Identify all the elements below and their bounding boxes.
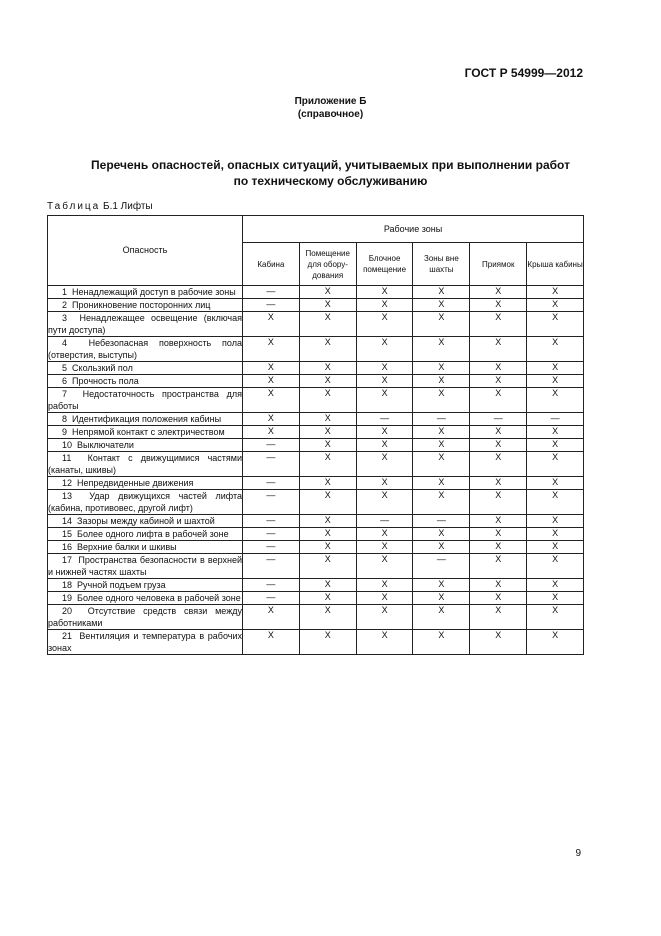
- zone-mark-cell: X: [356, 388, 413, 413]
- page-number: 9: [575, 848, 581, 859]
- zone-mark-cell: X: [470, 286, 527, 299]
- table-row: [48, 362, 584, 375]
- hazard-number: 12: [62, 478, 73, 488]
- zone-mark-cell: X: [527, 452, 584, 477]
- zone-mark-cell: X: [470, 312, 527, 337]
- zone-mark-cell: X: [356, 579, 413, 592]
- zone-mark-cell: X: [356, 541, 413, 554]
- zone-mark-cell: —: [243, 528, 300, 541]
- zone-mark-cell: X: [527, 490, 584, 515]
- table-row: [48, 579, 584, 592]
- hazard-number: 3: [62, 313, 68, 323]
- zone-mark-cell: X: [527, 439, 584, 452]
- document-code: ГОСТ Р 54999—2012: [464, 66, 583, 80]
- zone-mark-cell: X: [470, 515, 527, 528]
- zone-mark-cell: X: [527, 515, 584, 528]
- hazard-number: 5: [62, 363, 68, 373]
- table-row: [48, 452, 584, 477]
- hazard-cell: [48, 375, 243, 388]
- hazard-text: Отсутствие средств связи между работниками: [48, 606, 242, 628]
- zone-mark-cell: X: [243, 388, 300, 413]
- zone-mark-cell: X: [413, 337, 470, 362]
- zone-mark-cell: X: [470, 579, 527, 592]
- zone-mark-cell: X: [413, 490, 470, 515]
- zone-mark-cell: X: [470, 375, 527, 388]
- zone-mark-cell: X: [413, 592, 470, 605]
- zone-mark-cell: X: [413, 452, 470, 477]
- section-title-line-1: Перечень опасностей, опасных ситуаций, учитываемых при выполнении работ: [91, 158, 570, 172]
- zone-mark-cell: —: [413, 515, 470, 528]
- zone-mark-cell: X: [356, 452, 413, 477]
- zone-mark-cell: —: [243, 579, 300, 592]
- zone-mark-cell: X: [356, 554, 413, 579]
- section-title: [0, 157, 661, 189]
- zone-mark-cell: —: [243, 490, 300, 515]
- zone-mark-cell: —: [470, 413, 527, 426]
- zone-mark-cell: X: [413, 426, 470, 439]
- table-row: [48, 554, 584, 579]
- zone-mark-cell: X: [299, 388, 356, 413]
- appendix-type: (справочное): [297, 109, 364, 120]
- zone-mark-cell: X: [243, 605, 300, 630]
- hazard-text: Пространства безопасности в верхней и нижней частях шахты: [48, 555, 242, 577]
- zone-mark-cell: X: [356, 630, 413, 655]
- zone-mark-cell: X: [527, 299, 584, 312]
- table-row: [48, 388, 584, 413]
- zone-mark-cell: X: [527, 605, 584, 630]
- zone-mark-cell: —: [527, 413, 584, 426]
- table-row: [48, 592, 584, 605]
- hazard-text: Зазоры между кабиной и шахтой: [77, 516, 215, 526]
- hazard-number: 8: [62, 414, 68, 424]
- zone-mark-cell: X: [299, 579, 356, 592]
- zone-mark-cell: X: [299, 452, 356, 477]
- table-row: [48, 605, 584, 630]
- hazard-cell: [48, 312, 243, 337]
- table-row: [48, 375, 584, 388]
- zone-mark-cell: X: [243, 426, 300, 439]
- hazard-number: 7: [62, 389, 68, 399]
- zone-mark-cell: X: [299, 605, 356, 630]
- zone-mark-cell: X: [527, 630, 584, 655]
- zone-mark-cell: X: [299, 592, 356, 605]
- zone-mark-cell: —: [243, 452, 300, 477]
- hazard-number: 4: [62, 338, 68, 348]
- hazard-number: 19: [62, 593, 73, 603]
- zone-mark-cell: X: [527, 388, 584, 413]
- zone-mark-cell: X: [470, 426, 527, 439]
- zone-mark-cell: —: [356, 413, 413, 426]
- zone-mark-cell: —: [243, 515, 300, 528]
- zone-mark-cell: X: [527, 541, 584, 554]
- hazard-number: 18: [62, 580, 73, 590]
- table-row: [48, 439, 584, 452]
- zone-mark-cell: X: [470, 630, 527, 655]
- zone-mark-cell: X: [527, 362, 584, 375]
- hazard-number: 11: [62, 453, 72, 463]
- table-row: [48, 286, 584, 299]
- hazard-number: 17: [62, 555, 73, 565]
- hazard-text: Удар движущихся частей лифта (кабина, противовес, другой лифт): [48, 491, 242, 513]
- work-zones-header: Рабочие зоны: [243, 216, 584, 243]
- hazard-cell: [48, 554, 243, 579]
- zone-mark-cell: X: [470, 299, 527, 312]
- zone-mark-cell: X: [413, 286, 470, 299]
- zone-mark-cell: X: [470, 528, 527, 541]
- hazard-text: Скользкий пол: [72, 363, 133, 373]
- table-row: [48, 515, 584, 528]
- zone-mark-cell: X: [470, 337, 527, 362]
- hazard-cell: [48, 592, 243, 605]
- hazard-number: 13: [62, 491, 73, 501]
- table-row: [48, 299, 584, 312]
- hazard-number: 2: [62, 300, 68, 310]
- hazard-text: Ненадлежащее освещение (включая пути доступа): [48, 313, 242, 335]
- hazard-text: Контакт с движущимися частями (канаты, шкивы): [48, 453, 242, 475]
- hazard-cell: [48, 426, 243, 439]
- zone-mark-cell: X: [470, 541, 527, 554]
- hazard-cell: [48, 528, 243, 541]
- zone-mark-cell: X: [527, 579, 584, 592]
- zone-mark-cell: —: [413, 554, 470, 579]
- zone-mark-cell: X: [299, 490, 356, 515]
- zone-mark-cell: X: [299, 528, 356, 541]
- zone-mark-cell: X: [243, 337, 300, 362]
- zone-mark-cell: X: [356, 439, 413, 452]
- zone-mark-cell: X: [243, 375, 300, 388]
- hazard-cell: [48, 477, 243, 490]
- zone-mark-cell: X: [356, 299, 413, 312]
- hazard-number: 16: [62, 542, 73, 552]
- zone-mark-cell: X: [470, 605, 527, 630]
- zone-mark-cell: X: [413, 388, 470, 413]
- zone-mark-cell: —: [243, 554, 300, 579]
- zone-header-pit: Приямок: [470, 243, 527, 286]
- zone-mark-cell: X: [299, 554, 356, 579]
- hazard-cell: [48, 630, 243, 655]
- hazard-number: 1: [62, 287, 68, 297]
- zone-mark-cell: X: [527, 286, 584, 299]
- hazard-text: Ненадлежащий доступ в рабочие зоны: [72, 287, 236, 297]
- hazard-number: 21: [62, 631, 73, 641]
- hazard-cell: [48, 439, 243, 452]
- table-caption: [47, 201, 153, 212]
- hazard-text: Прочность пола: [72, 376, 139, 386]
- hazard-number: 20: [62, 606, 73, 616]
- zone-mark-cell: —: [243, 592, 300, 605]
- hazard-text: Небезопасная поверхность пола (отверстия, выступы): [48, 338, 242, 360]
- table-row: [48, 541, 584, 554]
- table-row: [48, 477, 584, 490]
- hazard-cell: [48, 515, 243, 528]
- zone-mark-cell: —: [243, 541, 300, 554]
- hazard-cell: [48, 299, 243, 312]
- zone-mark-cell: X: [527, 477, 584, 490]
- zone-mark-cell: —: [243, 286, 300, 299]
- table-caption-prefix: Таблица: [47, 201, 101, 212]
- hazard-text: Непрямой контакт с электричеством: [72, 427, 225, 437]
- zone-mark-cell: X: [470, 439, 527, 452]
- zone-header-cabin: Кабина: [243, 243, 300, 286]
- hazard-text: Верхние балки и шкивы: [77, 542, 177, 552]
- zone-mark-cell: X: [356, 362, 413, 375]
- table-row: [48, 337, 584, 362]
- hazard-text: Вентиляция и температура в рабочих зонах: [48, 631, 242, 653]
- zone-mark-cell: X: [413, 579, 470, 592]
- zone-mark-cell: X: [527, 375, 584, 388]
- hazard-cell: [48, 490, 243, 515]
- zone-mark-cell: X: [470, 452, 527, 477]
- zone-header-car-roof: Крыша кабины: [527, 243, 584, 286]
- zone-mark-cell: X: [299, 477, 356, 490]
- zone-mark-cell: X: [527, 592, 584, 605]
- zone-mark-cell: X: [356, 426, 413, 439]
- zone-header-outside-shaft: Зоны вне шахты: [413, 243, 470, 286]
- zone-mark-cell: X: [413, 528, 470, 541]
- zone-mark-cell: X: [243, 630, 300, 655]
- zone-mark-cell: X: [356, 477, 413, 490]
- zone-mark-cell: X: [470, 490, 527, 515]
- zone-mark-cell: X: [413, 477, 470, 490]
- zone-mark-cell: X: [413, 605, 470, 630]
- hazard-text: Более одного лифта в рабочей зоне: [77, 529, 229, 539]
- zone-mark-cell: X: [413, 375, 470, 388]
- hazard-number: 6: [62, 376, 68, 386]
- zone-mark-cell: X: [527, 312, 584, 337]
- zone-mark-cell: X: [299, 286, 356, 299]
- zone-mark-cell: X: [243, 312, 300, 337]
- hazard-text: Непредвиденные движения: [77, 478, 194, 488]
- appendix-title: Приложение Б: [294, 96, 367, 107]
- zone-mark-cell: X: [470, 362, 527, 375]
- zone-mark-cell: X: [356, 337, 413, 362]
- zone-mark-cell: X: [356, 528, 413, 541]
- hazard-number: 10: [62, 440, 73, 450]
- zone-mark-cell: X: [299, 375, 356, 388]
- hazard-text: Проникновение посторонних лиц: [72, 300, 211, 310]
- zone-mark-cell: X: [470, 592, 527, 605]
- zone-mark-cell: X: [299, 337, 356, 362]
- zone-mark-cell: X: [356, 592, 413, 605]
- table-row: [48, 426, 584, 439]
- zone-mark-cell: X: [413, 312, 470, 337]
- zone-mark-cell: X: [527, 337, 584, 362]
- zone-mark-cell: X: [356, 605, 413, 630]
- hazard-number: 9: [62, 427, 68, 437]
- hazards-table: [47, 215, 584, 655]
- zone-mark-cell: X: [527, 554, 584, 579]
- zone-mark-cell: —: [243, 477, 300, 490]
- zone-mark-cell: X: [299, 299, 356, 312]
- hazard-cell: [48, 286, 243, 299]
- hazard-cell: [48, 452, 243, 477]
- zone-mark-cell: X: [299, 515, 356, 528]
- zone-mark-cell: X: [299, 541, 356, 554]
- zone-mark-cell: X: [356, 375, 413, 388]
- zone-mark-cell: X: [299, 362, 356, 375]
- zone-mark-cell: —: [243, 439, 300, 452]
- table-row: [48, 630, 584, 655]
- zone-mark-cell: X: [299, 312, 356, 337]
- hazard-cell: [48, 541, 243, 554]
- hazard-text: Идентификация положения кабины: [72, 414, 222, 424]
- zone-mark-cell: X: [470, 554, 527, 579]
- hazard-cell: [48, 413, 243, 426]
- zone-mark-cell: X: [413, 299, 470, 312]
- table-row: [48, 413, 584, 426]
- zone-mark-cell: X: [356, 286, 413, 299]
- hazard-number: 15: [62, 529, 73, 539]
- zone-mark-cell: X: [413, 362, 470, 375]
- table-caption-text: Б.1 Лифты: [103, 201, 153, 212]
- zone-mark-cell: X: [413, 541, 470, 554]
- appendix-heading: [0, 95, 661, 121]
- zone-mark-cell: X: [470, 477, 527, 490]
- zone-mark-cell: X: [413, 439, 470, 452]
- hazard-cell: [48, 337, 243, 362]
- hazard-text: Ручной подъем груза: [77, 580, 166, 590]
- hazard-text: Недостаточность пространства для работы: [48, 389, 242, 411]
- zone-mark-cell: X: [299, 426, 356, 439]
- hazard-number: 14: [62, 516, 73, 526]
- zone-mark-cell: X: [299, 439, 356, 452]
- hazard-column-header: Опасность: [48, 216, 243, 286]
- zone-mark-cell: X: [470, 388, 527, 413]
- zone-mark-cell: X: [299, 630, 356, 655]
- zone-mark-cell: X: [299, 413, 356, 426]
- hazard-cell: [48, 605, 243, 630]
- zone-mark-cell: X: [356, 490, 413, 515]
- zone-mark-cell: X: [413, 630, 470, 655]
- zone-header-pulley-room: Блочное помещение: [356, 243, 413, 286]
- hazard-cell: [48, 579, 243, 592]
- hazard-text: Более одного человека в рабочей зоне: [77, 593, 241, 603]
- hazard-text: Выключатели: [77, 440, 134, 450]
- zone-mark-cell: —: [356, 515, 413, 528]
- zone-mark-cell: X: [243, 413, 300, 426]
- zone-mark-cell: X: [243, 362, 300, 375]
- zone-mark-cell: —: [413, 413, 470, 426]
- zone-mark-cell: X: [527, 426, 584, 439]
- hazard-cell: [48, 388, 243, 413]
- table-row: [48, 528, 584, 541]
- table-row: [48, 490, 584, 515]
- hazard-cell: [48, 362, 243, 375]
- zone-mark-cell: X: [356, 312, 413, 337]
- zone-mark-cell: X: [527, 528, 584, 541]
- zone-mark-cell: —: [243, 299, 300, 312]
- zone-header-machine-room: Помещение для обору-дования: [299, 243, 356, 286]
- table-row: [48, 312, 584, 337]
- section-title-line-2: по техническому обслуживанию: [233, 174, 428, 188]
